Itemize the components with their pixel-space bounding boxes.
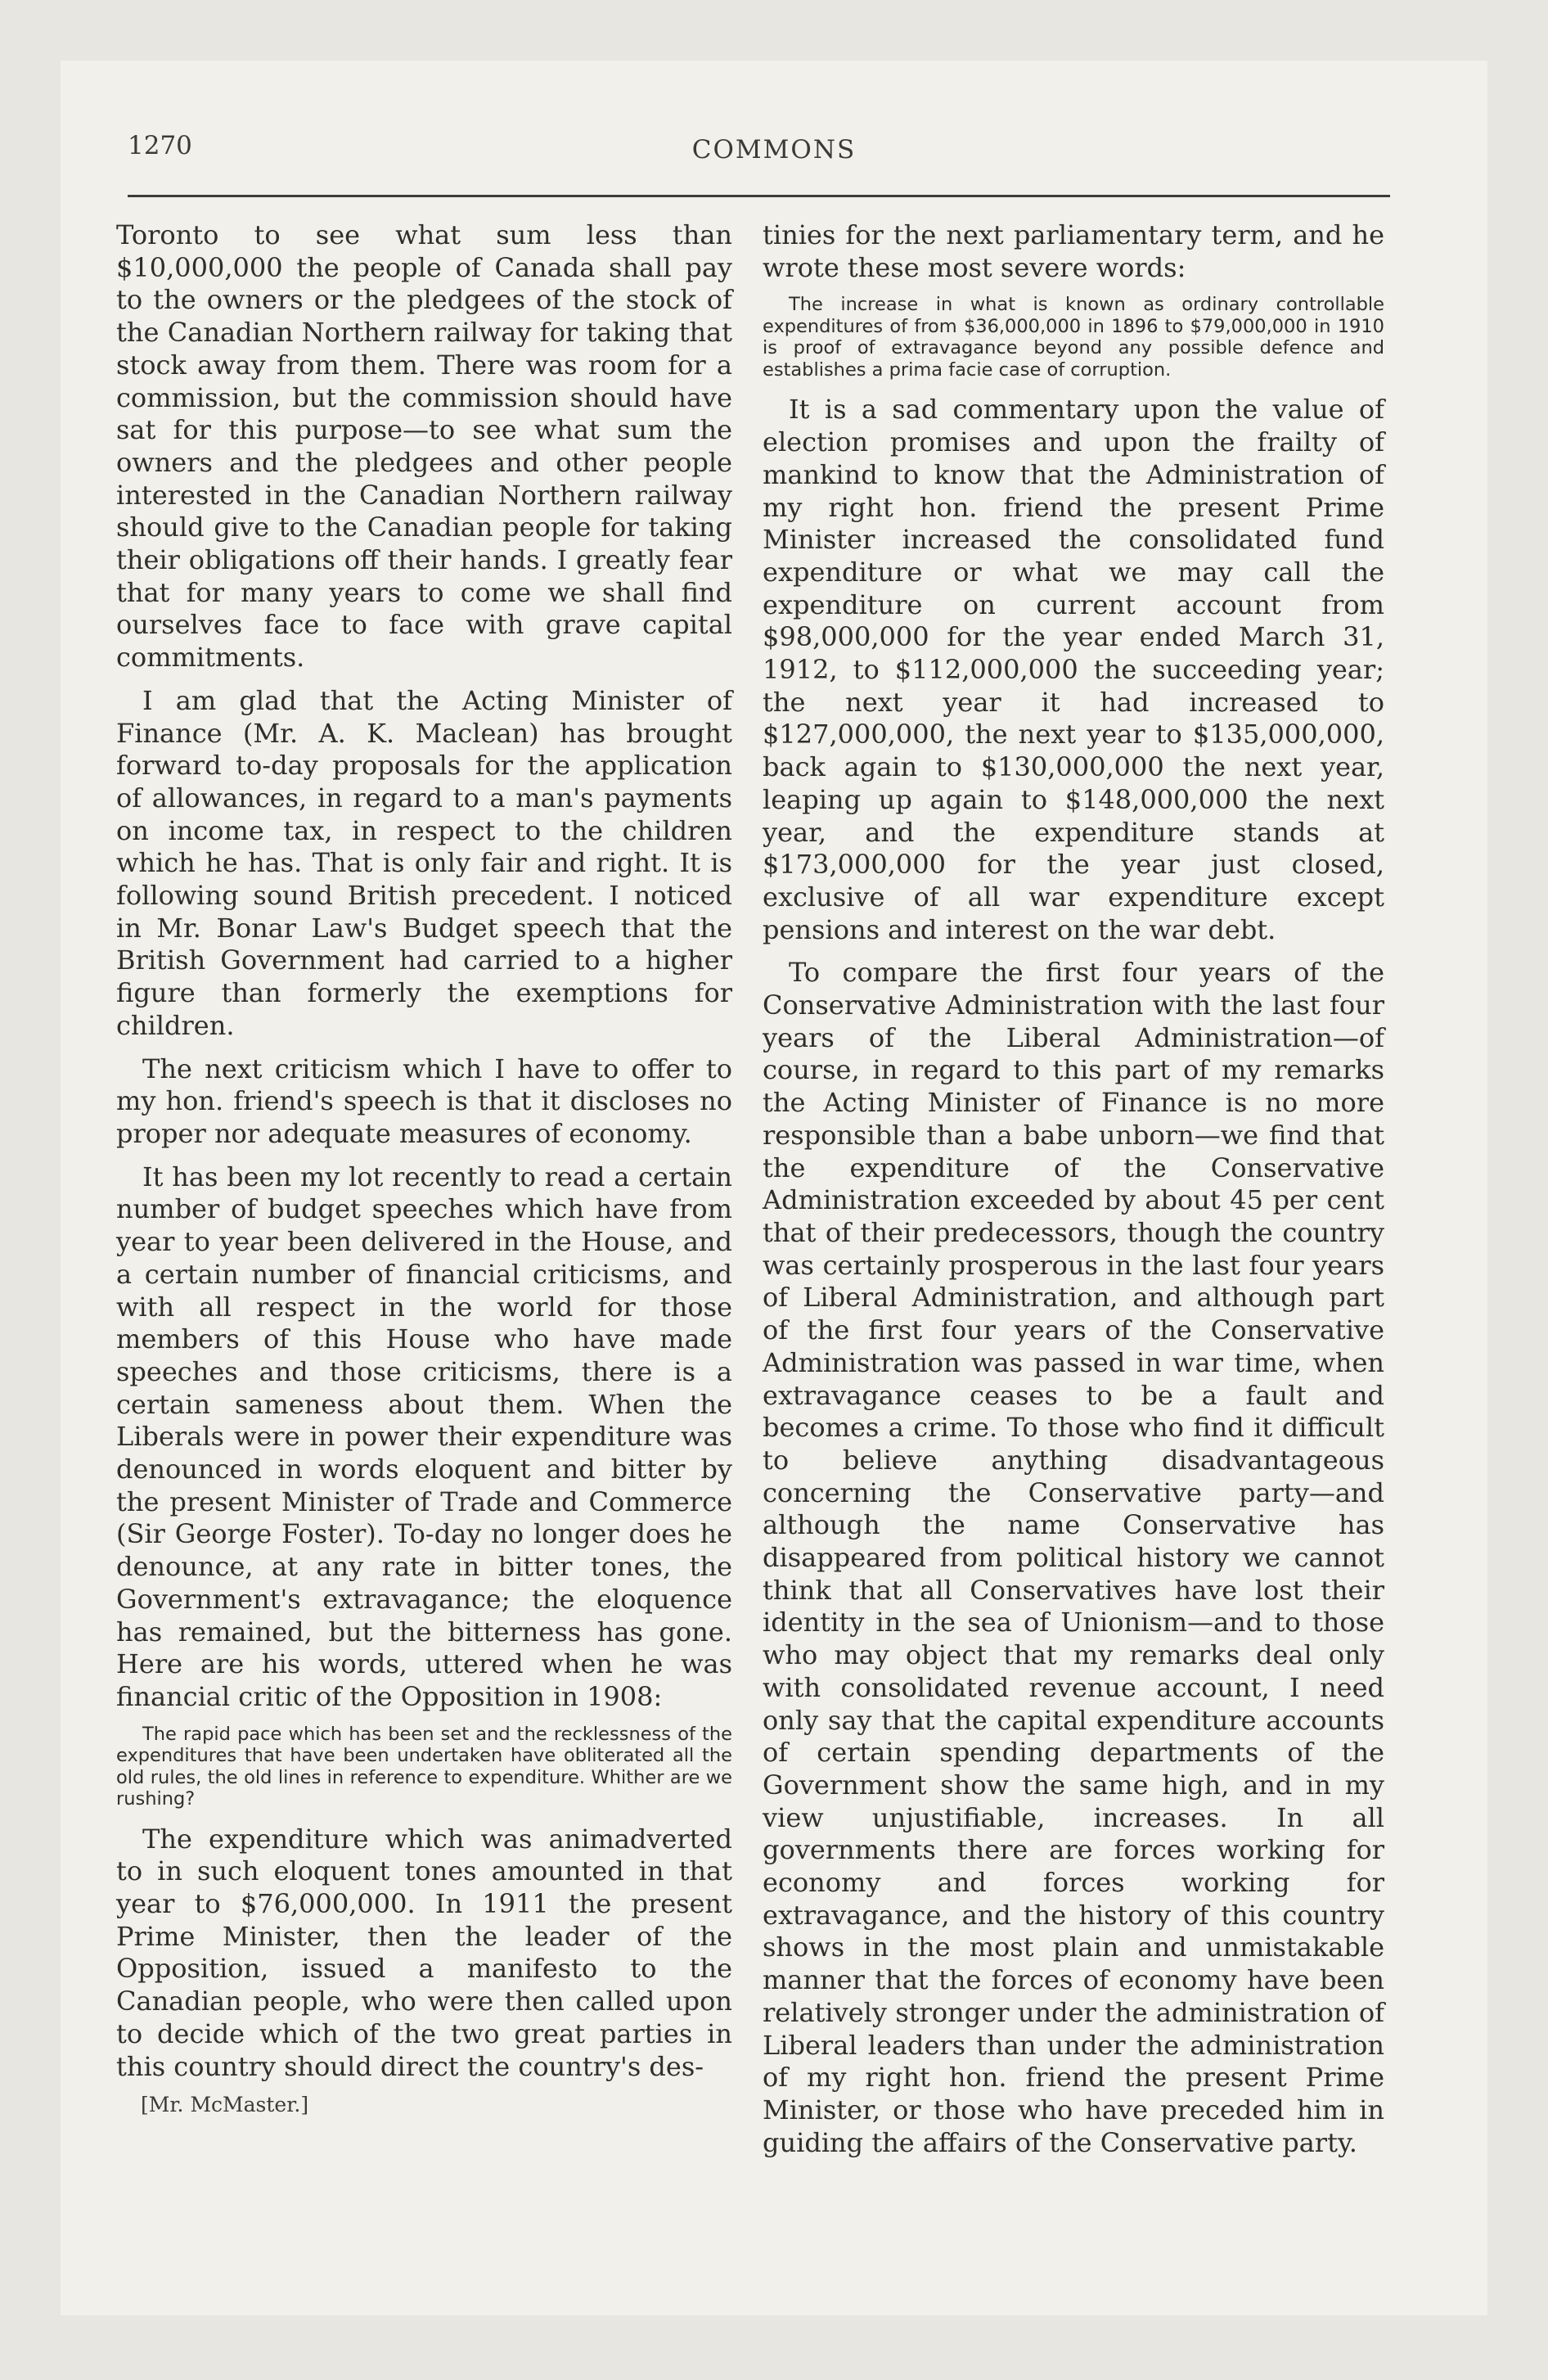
header-rule — [128, 195, 1390, 197]
paragraph: The next criticism which I have to offer to my hon. friend's speech is that it discloses no proper nor adequate measures of economy. — [116, 1053, 732, 1149]
block-quote: The increase in what is known as ordinary controllable expenditures of from $36,000,000 in 1896 to $79,000,000 in 1910 is proof of extravagance beyond any possible defence and establishes a prima facie case of corruption. — [763, 294, 1384, 381]
paragraph: It has been my lot recently to read a certain number of budget speeches which have from year to year been delivered in the House, and a certain number of financial criticisms, and with all respect in the world for those members of this House who have made speeches and those criticisms, there is a certain sameness about them. When the Liberals were in power their expenditure was denounced in words eloquent and bitter by the present Minister of Trade and Commerce (Sir George Foster). To-day no longer does he denounce, at any rate in bitter tones, the Government's extravagance; the eloquence has remained, but the bitterness has gone. Here are his words, uttered when he was financial critic of the Opposition in 1908: — [116, 1161, 732, 1712]
paragraph: It is a sad commentary upon the value of election promises and upon the frailty of mankind to know that the Administration of my right hon. friend the present Prime Minister increased the consolidated fund expenditure or what we may call the expenditure on current account from $98,000,000 for the year ended March 31, 1912, to $112,000,000 the succeeding year; the next year it had increased to $127,000,000, the next year to $135,000,000, back again to $130,000,000 the next year, leaping up again to $148,000,000 the next year, and the expenditure stands at $173,000,000 for the year just closed, exclusive of all war expenditure except pensions and interest on the war debt. — [763, 394, 1384, 945]
paragraph: The expenditure which was animadverted to in such eloquent tones amounted in that year to $76,000,000. In 1911 the present Prime Minister, then the leader of the Opposition, issued a manifesto to the Canadian people, who were then called upon to decide which of the two great parties in this country should direct the country's des- — [116, 1823, 732, 2082]
page-title: COMMONS — [691, 135, 857, 165]
page-number: 1270 — [128, 131, 192, 160]
paragraph: tinies for the next parliamentary term, and he wrote these most severe words: — [763, 219, 1384, 283]
paragraph: To compare the first four years of the Conservative Administration with the last four years of the Liberal Administration—of course, in regard to this part of my remarks the Acting Minister of Finance is no more responsible than a babe unborn—we find that the expenditure of the Conservative Administration exceeded by about 45 per cent that of their predecessors, though the country was certainly prosperous in the last four years of Liberal Administration, and although part of the first four years of the Conservative Administration was passed in war time, when extravagance ceases to be a fault and becomes a crime. To those who find it difficult to believe anything disadvantageous concerning the Conservative party—and although the name Conservative has disappeared from political history we cannot think that all Conservatives have lost their identity in the sea of Unionism—and to those who may object that my remarks deal only with consolidated revenue account, I need only say that the capital expenditure accounts of certain spending departments of the Government show the same high, and in my view unjustifiable, increases. In all governments there are forces working for economy and forces working for extravagance, and the history of this country shows in the most plain and unmistakable manner that the forces of economy have been relatively stronger under the administration of Liberal leaders than under the administration of my right hon. friend the present Prime Minister, or those who have preceded him in guiding the affairs of the Conservative party. — [763, 957, 1384, 2158]
paragraph: I am glad that the Acting Minister of Finance (Mr. A. K. Maclean) has brought forward to-day proposals for the application of allowances, in regard to a man's payments on income tax, in respect to the children which he has. That is only fair and right. It is following sound British precedent. I noticed in Mr. Bonar Law's Budget speech that the British Government had carried to a higher figure than formerly the exemptions for children. — [116, 684, 732, 1041]
speaker-attribution: [Mr. McMaster.] — [141, 2093, 309, 2117]
left-column — [116, 219, 732, 2117]
paragraph: Toronto to see what sum less than $10,000,000 the people of Canada shall pay to the owners or the pledgees of the stock of the Canadian Northern railway for taking that stock away from them. There was room for a commission, but the commission should have sat for this purpose—to see what sum the owners and the pledgees and other people interested in the Canadian Northern railway should give to the Canadian people for taking their obligations off their hands. I greatly fear that for many years to come we shall find ourselves face to face with grave capital commitments. — [116, 219, 732, 674]
block-quote: The rapid pace which has been set and the recklessness of the expenditures that have been undertaken have obliterated all the old rules, the old lines in reference to expenditure. Whither are we rushing? — [116, 1723, 732, 1810]
right-column — [763, 219, 1384, 2159]
